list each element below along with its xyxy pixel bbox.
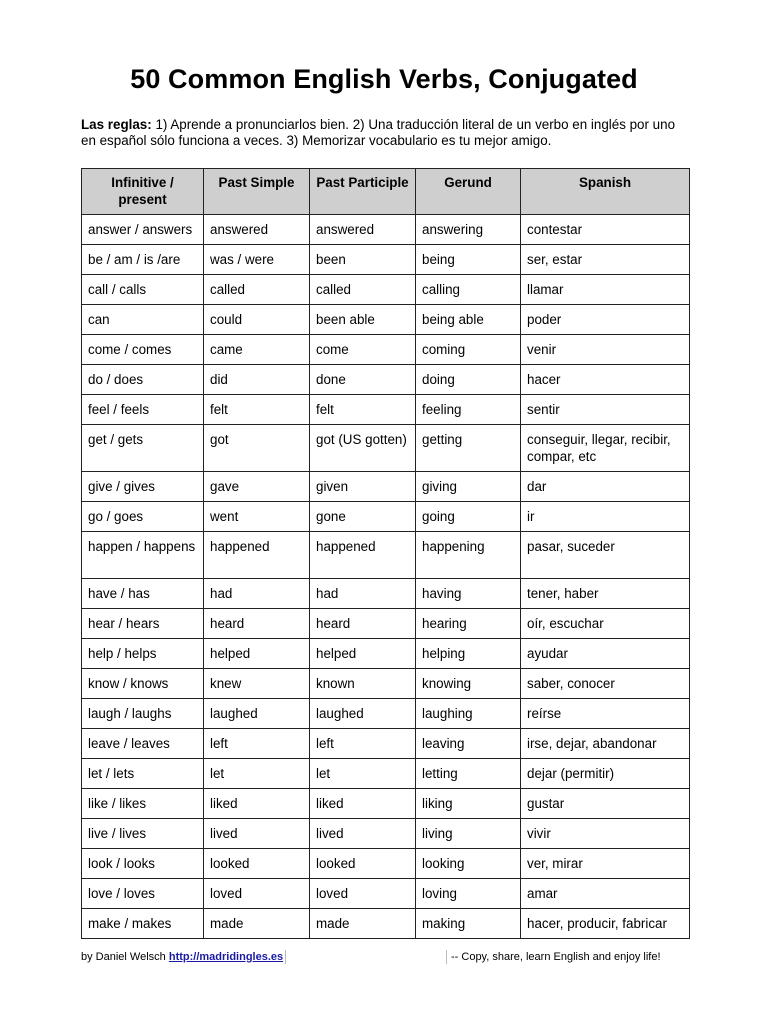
cell-gerund: helping — [416, 639, 521, 669]
cell-infinitive: let / lets — [82, 759, 204, 789]
cell-past-participle: made — [310, 909, 416, 939]
table-row — [82, 849, 690, 879]
cell-past-simple: answered — [204, 215, 310, 245]
cell-infinitive: feel / feels — [82, 395, 204, 425]
table-row — [82, 879, 690, 909]
cell-infinitive: go / goes — [82, 502, 204, 532]
cell-infinitive: be / am / is /are — [82, 245, 204, 275]
cell-spanish: dejar (permitir) — [521, 759, 690, 789]
cell-past-participle: done — [310, 365, 416, 395]
cell-past-participle: let — [310, 759, 416, 789]
cell-gerund: calling — [416, 275, 521, 305]
cell-gerund: leaving — [416, 729, 521, 759]
cell-gerund: laughing — [416, 699, 521, 729]
table-row — [82, 425, 690, 472]
cell-past-simple: left — [204, 729, 310, 759]
cell-spanish: pasar, suceder — [521, 532, 690, 579]
cell-past-participle: looked — [310, 849, 416, 879]
cell-past-participle: left — [310, 729, 416, 759]
cell-spanish: contestar — [521, 215, 690, 245]
footer-divider-right — [446, 950, 447, 964]
cell-infinitive: answer / answers — [82, 215, 204, 245]
cell-infinitive: know / knows — [82, 669, 204, 699]
cell-spanish: llamar — [521, 275, 690, 305]
cell-spanish: vivir — [521, 819, 690, 849]
cell-spanish: irse, dejar, abandonar — [521, 729, 690, 759]
table-row — [82, 335, 690, 365]
cell-gerund: loving — [416, 879, 521, 909]
cell-gerund: knowing — [416, 669, 521, 699]
table-row — [82, 215, 690, 245]
header-gerund: Gerund — [416, 169, 521, 215]
cell-infinitive: can — [82, 305, 204, 335]
footer-tagline: -- Copy, share, learn English and enjoy life! — [451, 950, 661, 963]
cell-past-participle: felt — [310, 395, 416, 425]
cell-infinitive: come / comes — [82, 335, 204, 365]
cell-spanish: hacer, producir, fabricar — [521, 909, 690, 939]
cell-spanish: conseguir, llegar, recibir, compar, etc — [521, 425, 690, 472]
table-row — [82, 532, 690, 579]
cell-gerund: having — [416, 579, 521, 609]
cell-infinitive: make / makes — [82, 909, 204, 939]
intro-paragraph — [81, 117, 691, 149]
cell-past-simple: could — [204, 305, 310, 335]
cell-past-participle: got (US gotten) — [310, 425, 416, 472]
cell-past-participle: had — [310, 579, 416, 609]
cell-past-participle: come — [310, 335, 416, 365]
cell-past-simple: liked — [204, 789, 310, 819]
cell-spanish: venir — [521, 335, 690, 365]
cell-spanish: reírse — [521, 699, 690, 729]
cell-past-simple: made — [204, 909, 310, 939]
header-infinitive: Infinitive / present — [82, 169, 204, 215]
cell-gerund: hearing — [416, 609, 521, 639]
table-row — [82, 275, 690, 305]
cell-infinitive: hear / hears — [82, 609, 204, 639]
cell-past-simple: knew — [204, 669, 310, 699]
cell-gerund: doing — [416, 365, 521, 395]
table-row — [82, 699, 690, 729]
header-past-simple: Past Simple — [204, 169, 310, 215]
cell-gerund: making — [416, 909, 521, 939]
header-past-participle: Past Participle — [310, 169, 416, 215]
footer-tagline-wrap — [446, 950, 661, 964]
cell-spanish: hacer — [521, 365, 690, 395]
cell-past-simple: lived — [204, 819, 310, 849]
cell-infinitive: leave / leaves — [82, 729, 204, 759]
cell-past-participle: known — [310, 669, 416, 699]
footer-credit — [81, 950, 286, 964]
cell-past-simple: was / were — [204, 245, 310, 275]
cell-past-simple: loved — [204, 879, 310, 909]
cell-infinitive: help / helps — [82, 639, 204, 669]
cell-past-simple: called — [204, 275, 310, 305]
cell-infinitive: like / likes — [82, 789, 204, 819]
cell-infinitive: get / gets — [82, 425, 204, 472]
cell-past-simple: had — [204, 579, 310, 609]
cell-past-participle: liked — [310, 789, 416, 819]
table-row — [82, 305, 690, 335]
cell-gerund: looking — [416, 849, 521, 879]
table-row — [82, 245, 690, 275]
cell-infinitive: do / does — [82, 365, 204, 395]
table-row — [82, 579, 690, 609]
cell-infinitive: live / lives — [82, 819, 204, 849]
cell-past-participle: laughed — [310, 699, 416, 729]
cell-spanish: gustar — [521, 789, 690, 819]
cell-infinitive: happen / happens — [82, 532, 204, 579]
cell-spanish: tener, haber — [521, 579, 690, 609]
cell-past-participle: gone — [310, 502, 416, 532]
table-row — [82, 729, 690, 759]
cell-past-participle: loved — [310, 879, 416, 909]
cell-gerund: letting — [416, 759, 521, 789]
table-row — [82, 472, 690, 502]
table-row — [82, 639, 690, 669]
cell-gerund: being — [416, 245, 521, 275]
cell-spanish: ir — [521, 502, 690, 532]
cell-past-simple: let — [204, 759, 310, 789]
cell-gerund: giving — [416, 472, 521, 502]
footer-by-text: by Daniel Welsch — [81, 950, 169, 963]
table-header-row — [82, 169, 690, 215]
cell-past-simple: happened — [204, 532, 310, 579]
cell-spanish: ayudar — [521, 639, 690, 669]
table-row — [82, 395, 690, 425]
cell-gerund: getting — [416, 425, 521, 472]
cell-past-simple: did — [204, 365, 310, 395]
table-row — [82, 759, 690, 789]
cell-spanish: dar — [521, 472, 690, 502]
cell-infinitive: laugh / laughs — [82, 699, 204, 729]
cell-past-participle: heard — [310, 609, 416, 639]
table-row — [82, 365, 690, 395]
cell-past-simple: gave — [204, 472, 310, 502]
cell-gerund: answering — [416, 215, 521, 245]
cell-past-simple: felt — [204, 395, 310, 425]
cell-gerund: going — [416, 502, 521, 532]
page-title: 50 Common English Verbs, Conjugated — [130, 64, 638, 94]
cell-past-simple: laughed — [204, 699, 310, 729]
cell-past-participle: answered — [310, 215, 416, 245]
cell-infinitive: give / gives — [82, 472, 204, 502]
table-row — [82, 669, 690, 699]
cell-spanish: amar — [521, 879, 690, 909]
cell-gerund: being able — [416, 305, 521, 335]
cell-past-participle: happened — [310, 532, 416, 579]
cell-gerund: happening — [416, 532, 521, 579]
cell-past-simple: came — [204, 335, 310, 365]
cell-past-simple: got — [204, 425, 310, 472]
cell-past-participle: been — [310, 245, 416, 275]
cell-infinitive: have / has — [82, 579, 204, 609]
cell-past-simple: heard — [204, 609, 310, 639]
cell-past-simple: helped — [204, 639, 310, 669]
table-row — [82, 789, 690, 819]
cell-gerund: living — [416, 819, 521, 849]
table-row — [82, 609, 690, 639]
footer-divider — [285, 950, 286, 964]
cell-past-participle: lived — [310, 819, 416, 849]
cell-past-participle: called — [310, 275, 416, 305]
intro-text: 1) Aprende a pronunciarlos bien. 2) Una traducción literal de un verbo en inglés por uno en español sólo funciona a veces. 3) Memorizar vocabulario es tu mejor amigo. — [81, 117, 676, 148]
cell-spanish: ser, estar — [521, 245, 690, 275]
cell-gerund: liking — [416, 789, 521, 819]
cell-spanish: oír, escuchar — [521, 609, 690, 639]
cell-infinitive: love / loves — [82, 879, 204, 909]
cell-past-participle: been able — [310, 305, 416, 335]
cell-spanish: poder — [521, 305, 690, 335]
header-spanish: Spanish — [521, 169, 690, 215]
cell-infinitive: call / calls — [82, 275, 204, 305]
cell-spanish: sentir — [521, 395, 690, 425]
table-row — [82, 819, 690, 849]
footer-link[interactable]: http://madridingles.es — [168, 950, 284, 963]
cell-gerund: feeling — [416, 395, 521, 425]
cell-spanish: ver, mirar — [521, 849, 690, 879]
cell-past-simple: looked — [204, 849, 310, 879]
cell-gerund: coming — [416, 335, 521, 365]
cell-past-participle: given — [310, 472, 416, 502]
verbs-table — [81, 168, 690, 939]
intro-label: Las reglas: — [81, 117, 152, 132]
cell-past-participle: helped — [310, 639, 416, 669]
cell-infinitive: look / looks — [82, 849, 204, 879]
table-row — [82, 502, 690, 532]
cell-past-simple: went — [204, 502, 310, 532]
table-row — [82, 909, 690, 939]
cell-spanish: saber, conocer — [521, 669, 690, 699]
